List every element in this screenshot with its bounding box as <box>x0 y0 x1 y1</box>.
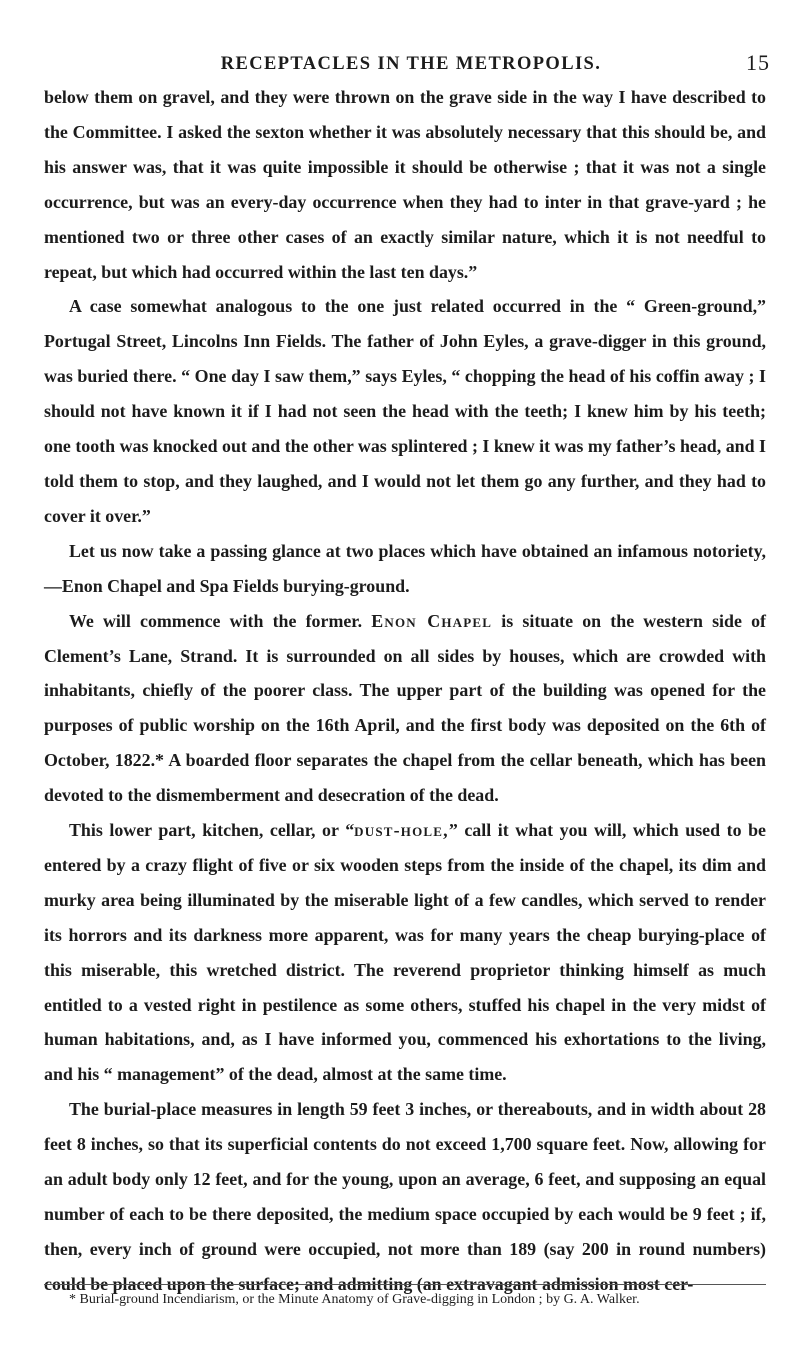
footnote: * Burial-ground Incendiarism, or the Minute Anatomy of Grave-digging in London ; by G. A. Walker. <box>69 1292 640 1307</box>
body-text <box>44 80 766 1302</box>
paragraph-4 <box>44 604 766 813</box>
dust-hole-term: dust-hole, <box>354 820 449 841</box>
paragraph-2: A case somewhat analogous to the one just related occurred in the “ Green-ground,” Portugal Street, Lincolns Inn Fields. The father of John Eyles, a grave-digger in this ground, was buried there. “ One day I saw them,” says Eyles, “ chopping the head of his coffin away ; I should not have known it if I had not seen the head with the teeth; I knew him by his teeth; one tooth was knocked out and the other was splintered ; I knew it was my father’s head, and I told them to stop, and they laughed, and I would not let them go any further, and they had to cover it over.” <box>44 296 766 526</box>
page-number: 15 <box>746 50 770 75</box>
paragraph-5-rest: ” call it what you will, which used to be entered by a crazy flight of five or six wooden steps from the inside of the chapel, its dim and murky area being illuminated by the miserable light of a few candles, which served to render its horrors and its darkness more apparent, was for many years the cheap burying-place of this miserable, this wretched district. The reverend proprietor thinking himself as much entitled to a vested right in pestilence as some others, stuffed his chapel in the very midst of human habitations, and, as I have informed you, commenced his exhortations to the living, and his “ management” of the dead, almost at the same time. <box>44 820 766 1085</box>
running-header: RECEPTACLES IN THE METROPOLIS. <box>220 54 602 74</box>
paragraph-3: Let us now take a passing glance at two places which have obtained an infamous notoriety,—Enon Chapel and Spa Fields burying-ground. <box>44 540 766 596</box>
paragraph-1: below them on gravel, and they were thrown on the grave side in the way I have described to the Committee. I asked the sexton whether it was absolutely necessary that this should be, and his answer was, that it was quite impossible it should be otherwise ; that it was not a single occurrence, but was an every-day occurrence when they had to inter in that grave-yard ; he mentioned two or three other cases of an exactly similar nature, which it is not needful to repeat, but which had occurred within the last ten days.” <box>44 87 766 282</box>
footnote-divider <box>44 1284 766 1285</box>
paragraph-4-lead: We will commence with the former. <box>69 610 363 631</box>
paragraph-5-lead: This lower part, kitchen, cellar, or “ <box>69 820 355 841</box>
paragraph-5 <box>44 813 766 1092</box>
enon-chapel-heading: Enon Chapel <box>371 610 493 631</box>
paragraph-4-rest: is situate on the western side of Clement’s Lane, Strand. It is surrounded on all sides by houses, which are crowded with inhabitants, chiefly of the poorer class. The upper part of the building was opened for the purposes of public worship on the 16th April, and the first body was deposited on the 6th of October, 1822.* A boarded floor separates the chapel from the cellar beneath, which has been devoted to the dismemberment and desecration of the dead. <box>44 610 766 806</box>
paragraph-6: The burial-place measures in length 59 feet 3 inches, or thereabouts, and in width about 28 feet 8 inches, so that its superficial contents do not exceed 1,700 square feet. Now, allowing for an adult body only 12 feet, and for the young, upon an average, 6 feet, and supposing an equal number of each to be there deposited, the medium space occupied by each would be 9 feet ; if, then, every inch of ground were occupied, not more than 189 (say 200 in round numbers) could be placed upon the surface; and admitting (an extravagant admission most cer- <box>44 1099 766 1294</box>
